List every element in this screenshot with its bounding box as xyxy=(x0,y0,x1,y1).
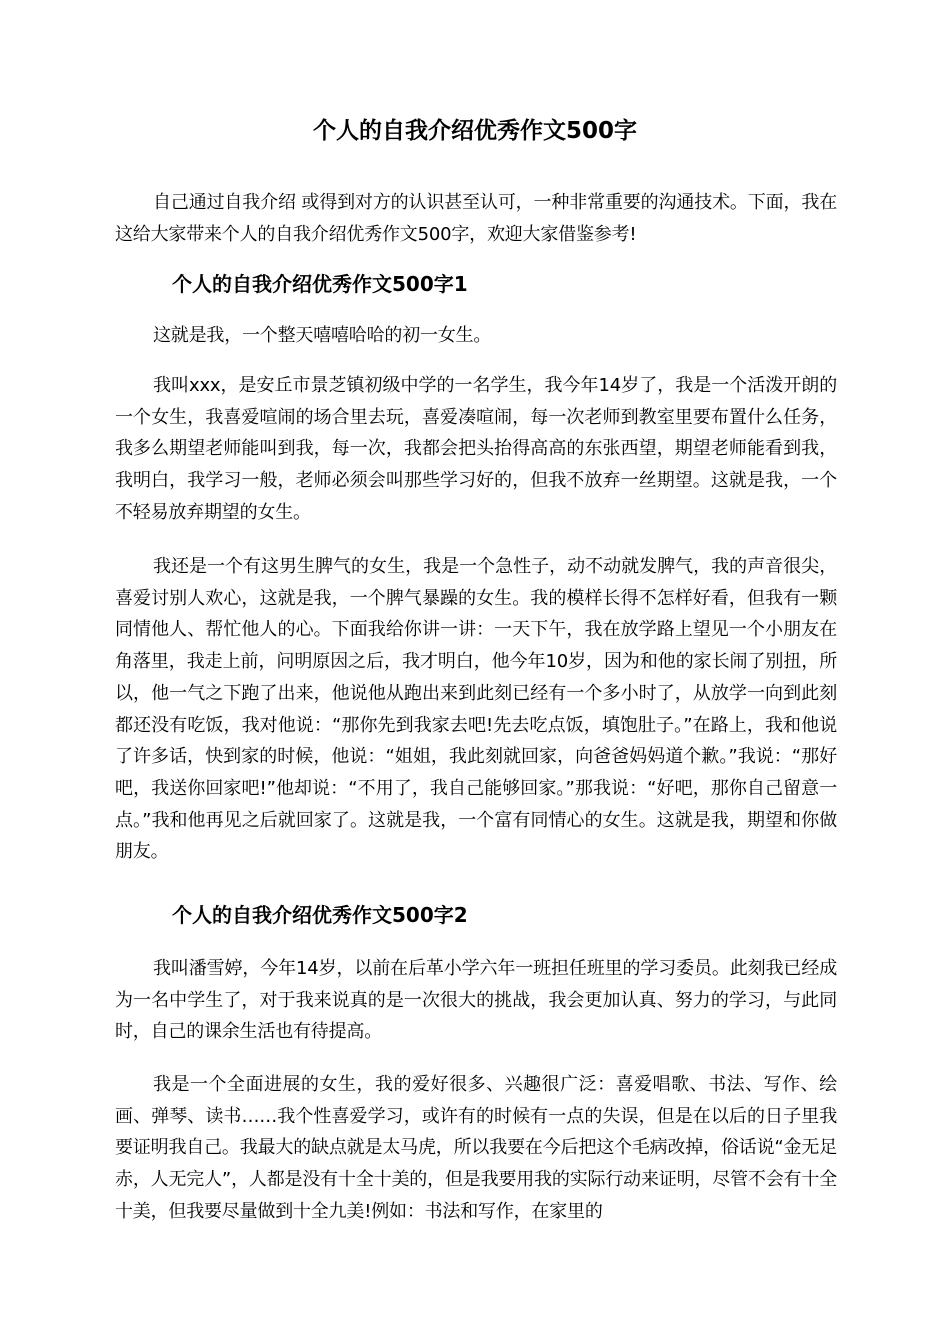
document-title: 个人的自我介绍优秀作文500字 xyxy=(312,118,637,144)
section-1-paragraph-2: 我叫xxx，是安丘市景芝镇初级中学的一名学生，我今年14岁了，我是一个活泼开朗的一个女生，我喜爱喧闹的场合里去玩，喜爱凑喧闹，每一次老师到教室里要布置什么任务，我多么期望老师能叫到我，每一次，我都会把头抬得高高的东张西望，期望老师能看到我，我明白，我学习一般，老师必须会叫那些学习好的，但我不放弃一丝期望。这就是我，一个不轻易放弃期望的女生。 xyxy=(115,375,837,523)
section-2-paragraph-2: 我是一个全面进展的女生，我的爱好很多、兴趣很广泛：喜爱唱歌、书法、写作、绘画、弹琴、读书……我个性喜爱学习，或许有的时候有一点的失误，但是在以后的日子里我要证明我自己。我最大的缺点就是太马虎，所以我要在今后把这个毛病改掉，俗话说“金无足赤，人无完人”，人都是没有十全十美的，但是我要用我的实际行动来证明，尽管不会有十全十美，但我要尽量做到十全九美!例如：书法和写作，在家里的 xyxy=(115,1074,837,1222)
section-1-paragraph-1: 这就是我，一个整天嘻嘻哈哈的初一女生。 xyxy=(153,325,492,346)
section-1-heading: 个人的自我介绍优秀作文500字1 xyxy=(172,272,468,296)
intro-paragraph: 自己通过自我介绍 或得到对方的认识甚至认可，一种非常重要的沟通技术。下面，我在这给大家带来个人的自我介绍优秀作文500字，欢迎大家借鉴参考! xyxy=(115,192,837,245)
section-1-paragraph-3: 我还是一个有这男生脾气的女生，我是一个急性子，动不动就发脾气，我的声音很尖，喜爱讨别人欢心，这就是我，一个脾气暴躁的女生。我的模样长得不怎样好看，但我有一颗同情他人、帮忙他人的心。下面我给你讲一讲：一天下午，我在放学路上望见一个小朋友在角落里，我走上前，问明原因之后，我才明白，他今年10岁，因为和他的家长闹了别扭，所以，他一气之下跑了出来，他说他从跑出来到此刻已经有一个多小时了，从放学一向到此刻都还没有吃饭，我对他说：“那你先到我家去吧!先去吃点饭，填饱肚子。”在路上，我和他说了许多话，快到家的时候，他说：“姐姐，我此刻就回家，向爸爸妈妈道个歉。”我说：“那好吧，我送你回家吧!”他却说：“不用了，我自己能够回家。”那我说：“好吧，那你自己留意一点。”我和他再见之后就回家了。这就是我，一个富有同情心的女生。这就是我，期望和你做朋友。 xyxy=(115,556,837,863)
section-2-heading: 个人的自我介绍优秀作文500字2 xyxy=(172,903,468,927)
section-2-paragraph-1: 我叫潘雪婷，今年14岁，以前在后革小学六年一班担任班里的学习委员。此刻我已经成为一名中学生了，对于我来说真的是一次很大的挑战，我会更加认真、努力的学习，与此同时，自己的课余生活也有待提高。 xyxy=(115,958,837,1043)
